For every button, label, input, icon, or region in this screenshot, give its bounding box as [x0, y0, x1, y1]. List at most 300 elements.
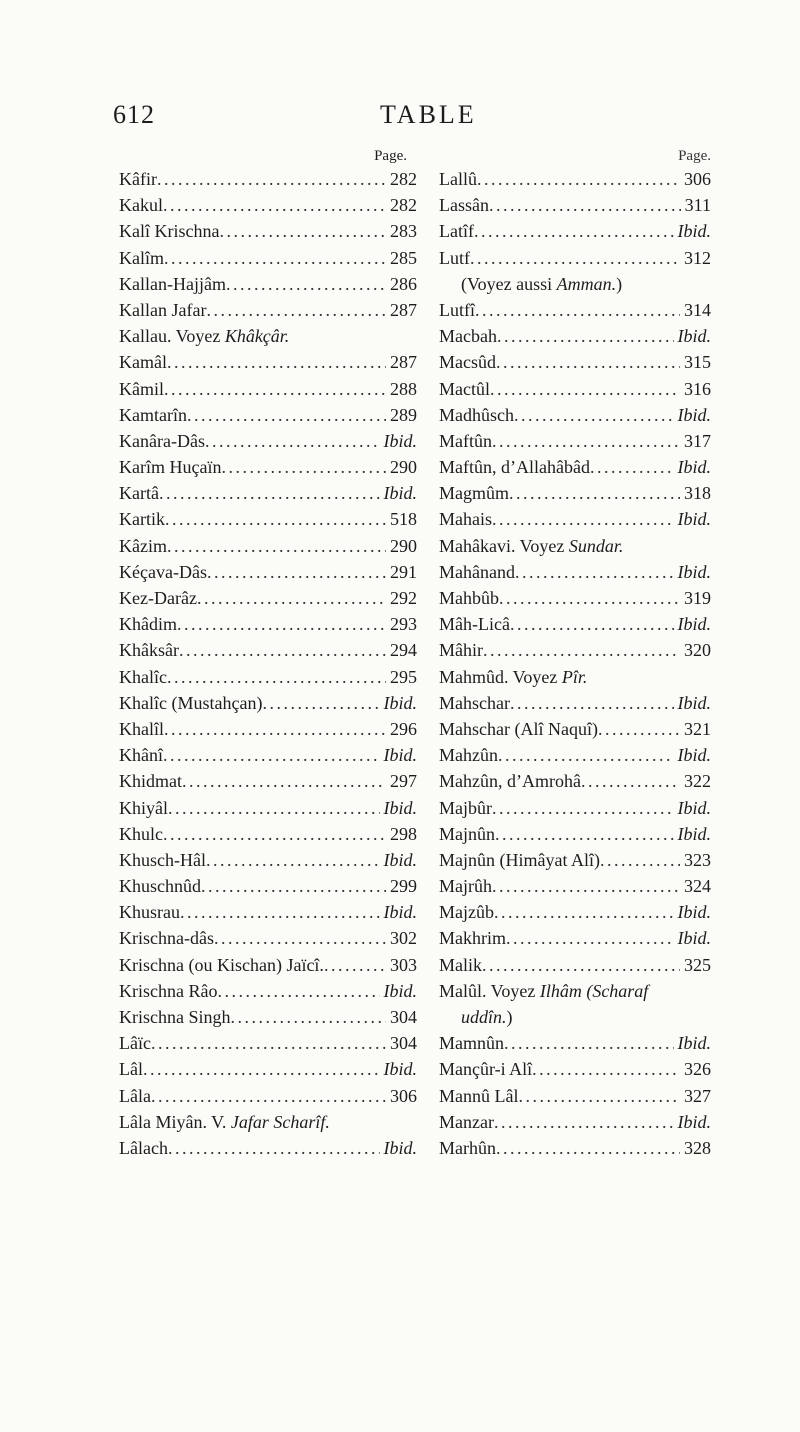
cross-reference: Sundar.: [568, 535, 624, 556]
entry-name: Mahschar: [439, 692, 510, 713]
dot-leader: [164, 376, 386, 402]
index-entry: [439, 768, 711, 794]
entry-page: Ibid.: [677, 1111, 711, 1132]
dot-leader: [214, 925, 386, 951]
entry-page: 304: [390, 1007, 417, 1027]
entry-name: Majnûn (Himâyat Alî): [439, 849, 600, 870]
index-entry: [439, 533, 711, 559]
entry-page: 323: [684, 849, 711, 870]
index-entry: [119, 1030, 417, 1056]
cross-reference: Amman.: [556, 273, 617, 294]
dot-leader: [590, 454, 674, 480]
index-entry: [119, 821, 417, 847]
dot-leader: [506, 925, 674, 951]
entry-name: Lutf: [439, 247, 470, 268]
dot-leader: [324, 952, 386, 978]
index-entry: [439, 873, 711, 899]
index-entry: [439, 1109, 711, 1135]
entry-page: 311: [684, 195, 711, 216]
index-entry: [119, 899, 417, 925]
entry-name: Khuschnûd: [119, 876, 201, 897]
entry-name: Krischna Singh: [119, 1007, 231, 1027]
entry-name: Macsûd: [439, 352, 496, 373]
index-entry: [439, 664, 711, 690]
entry-name: Kez-Darâz: [119, 588, 197, 608]
dot-leader: [496, 1135, 680, 1161]
entry-page: 319: [684, 588, 711, 608]
dot-leader: [532, 1056, 680, 1082]
index-entry: [439, 297, 711, 323]
index-entry: [439, 637, 711, 663]
entry-name: Magmûm: [439, 483, 509, 504]
entry-name: Krischna Râo: [119, 980, 218, 1001]
index-entry: [119, 323, 417, 349]
index-entry: [119, 716, 417, 742]
index-entry: [119, 690, 417, 716]
entry-name: Lâla: [119, 1085, 151, 1106]
dot-leader: [168, 1135, 380, 1161]
dot-leader: [163, 821, 386, 847]
entry-page: 306: [390, 1085, 417, 1106]
entry-name: Mannû Lâl: [439, 1085, 519, 1106]
index-entry: [439, 1004, 711, 1030]
entry-page: 320: [684, 640, 711, 661]
index-entry: [119, 533, 417, 559]
dot-leader: [510, 690, 674, 716]
dot-leader: [151, 1083, 386, 1109]
index-entry: [119, 795, 417, 821]
entry-name: Khalîl: [119, 718, 164, 739]
index-entry: [439, 480, 711, 506]
left-column: [119, 147, 417, 1161]
dot-leader: [470, 245, 680, 271]
dot-leader: [180, 899, 380, 925]
entry-page: Ibid.: [677, 1033, 711, 1054]
entry-page: Ibid.: [383, 849, 417, 870]
entry-name: Kallau. Voyez Khâkçâr.: [119, 326, 290, 347]
index-entry: [119, 978, 417, 1004]
entry-name: Mançûr-i Alî: [439, 1059, 533, 1080]
entry-page: 291: [390, 561, 417, 582]
cross-reference: Ilhâm (Scharaf: [539, 980, 649, 1001]
dot-leader: [482, 952, 680, 978]
index-entry: [439, 821, 711, 847]
entry-name: Kamâl: [119, 352, 167, 373]
index-entry: [439, 847, 711, 873]
entry-page: 287: [390, 352, 417, 373]
index-entry: [439, 742, 711, 768]
entry-name: Marhûn: [439, 1137, 496, 1158]
entry-page: Ibid.: [677, 221, 711, 242]
entry-name: Mamnûn: [439, 1033, 504, 1054]
entry-page: 314: [684, 299, 711, 320]
entry-page: 318: [684, 483, 711, 504]
entry-page: 299: [390, 876, 417, 897]
entry-page: Ibid.: [677, 614, 711, 635]
index-entry: [119, 218, 417, 244]
index-entry: [119, 742, 417, 768]
dot-leader: [163, 742, 380, 768]
entry-page: 283: [390, 221, 417, 242]
entry-name: Khusch-Hâl: [119, 849, 206, 870]
entry-page: Ibid.: [383, 430, 417, 451]
entry-name: Maftûn, d’Allahâbâd: [439, 457, 590, 478]
entry-name: Maftûn: [439, 430, 492, 451]
entry-name: Kalîm: [119, 247, 164, 268]
dot-leader: [143, 1056, 380, 1082]
dot-leader: [475, 297, 680, 323]
dot-leader: [177, 611, 386, 637]
entry-page: 316: [684, 378, 711, 399]
entry-page: 285: [390, 247, 417, 268]
dot-leader: [165, 506, 386, 532]
dot-leader: [167, 664, 386, 690]
dot-leader: [492, 873, 680, 899]
dot-leader: [207, 559, 386, 585]
dot-leader: [490, 376, 680, 402]
entry-page: 289: [390, 404, 417, 425]
page-number: 612: [113, 100, 155, 129]
entry-name: Mahbûb: [439, 588, 499, 608]
dot-leader: [489, 192, 681, 218]
right-column: [439, 147, 711, 1161]
index-entry: [439, 1135, 711, 1161]
entry-name: Kartâ: [119, 483, 159, 504]
dot-leader: [492, 506, 674, 532]
entry-page: 312: [684, 247, 711, 268]
entry-name: Mahschar (Alî Naquî): [439, 718, 598, 739]
entry-name: Lâïc: [119, 1033, 151, 1054]
index-entry: [119, 925, 417, 951]
entry-name: Majzûb: [439, 902, 494, 923]
entry-name: Kakul: [119, 195, 163, 216]
entry-page: 327: [684, 1085, 711, 1106]
entry-page: 298: [390, 823, 417, 844]
entry-page: 303: [390, 954, 417, 975]
index-entry: [119, 271, 417, 297]
entry-name: Khusrau: [119, 902, 180, 923]
dot-leader: [221, 454, 386, 480]
cross-reference: Khâkçâr.: [224, 326, 290, 347]
dot-leader: [492, 795, 674, 821]
index-entry: [119, 297, 417, 323]
entry-page: Ibid.: [677, 928, 711, 949]
entry-name: Majrûh: [439, 876, 492, 897]
entry-name: Lutfî: [439, 299, 475, 320]
entry-name: Lâla Miyân. V. Jafar Scharîf.: [119, 1111, 330, 1132]
entry-name: Majbûr: [439, 797, 492, 818]
entry-page: 302: [390, 928, 417, 949]
entry-name: Mahais: [439, 509, 492, 530]
column-label: Page.: [678, 148, 711, 164]
entry-name: Makhrim: [439, 928, 506, 949]
dot-leader: [581, 768, 680, 794]
dot-leader: [168, 795, 380, 821]
entry-page: 304: [390, 1033, 417, 1054]
index-entry: [439, 899, 711, 925]
entry-name: Khidmat: [119, 771, 182, 792]
entry-page: 296: [390, 718, 417, 739]
dot-leader: [187, 402, 386, 428]
entry-page: 290: [390, 457, 417, 478]
entry-name: Mâhir: [439, 640, 483, 661]
entry-name: Kéçava-Dâs: [119, 561, 207, 582]
index-entry: [439, 349, 711, 375]
entry-name: Khulc: [119, 823, 163, 844]
dot-leader: [217, 978, 379, 1004]
entry-name: Khalîc: [119, 666, 167, 687]
index-entry: [439, 978, 711, 1004]
entry-page: Ibid.: [677, 509, 711, 530]
index-entry: [119, 768, 417, 794]
entry-name: Kâmil: [119, 378, 164, 399]
index-entry: [119, 1083, 417, 1109]
entry-name: Lâlach: [119, 1137, 168, 1158]
entry-page: 282: [390, 195, 417, 216]
entry-name: (Voyez aussi Amman.): [461, 273, 623, 294]
entry-name: Mahzûn, d’Amrohâ: [439, 771, 581, 792]
index-entry: [439, 376, 711, 402]
entry-page: Ibid.: [677, 404, 711, 425]
entry-page: 315: [684, 352, 711, 373]
entry-page: Ibid.: [383, 692, 417, 713]
entry-name: Mactûl: [439, 378, 490, 399]
index-entry: [119, 611, 417, 637]
dot-leader: [494, 1109, 674, 1135]
index-entry: [439, 323, 711, 349]
entry-name: Mahzûn: [439, 745, 498, 766]
entry-page: 328: [684, 1137, 711, 1158]
entry-name: Kanâra-Dâs: [119, 430, 205, 451]
entry-page: 294: [390, 640, 417, 661]
index-entry: [119, 454, 417, 480]
entry-name: Lallû: [439, 169, 477, 189]
entry-page: Ibid.: [383, 1137, 417, 1158]
entry-name: Mahâkavi. Voyez Sundar.: [439, 535, 624, 556]
index-entry: [439, 1030, 711, 1056]
cross-reference: Pîr.: [561, 666, 588, 687]
index-entry: [439, 192, 711, 218]
index-entry: [439, 690, 711, 716]
index-entry: [439, 611, 711, 637]
dot-leader: [483, 637, 680, 663]
index-entry: [439, 925, 711, 951]
entry-page: Ibid.: [677, 692, 711, 713]
entry-name: Lâl: [119, 1059, 143, 1080]
entry-name: Khânî: [119, 745, 163, 766]
entry-name: Macbah: [439, 326, 497, 347]
page-title: TABLE: [380, 100, 477, 129]
dot-leader: [157, 166, 386, 192]
dot-leader: [205, 428, 380, 454]
entry-page: 518: [390, 509, 417, 530]
entry-name: Malûl. Voyez Ilhâm (Scharaf: [439, 980, 649, 1001]
index-entry: [119, 166, 417, 192]
dot-leader: [600, 847, 680, 873]
entry-name: Kamtarîn: [119, 404, 187, 425]
index-entry: [119, 480, 417, 506]
dot-leader: [509, 480, 680, 506]
entry-page: Ibid.: [677, 326, 711, 347]
entry-name: uddîn.): [461, 1007, 513, 1027]
index-entry: [439, 506, 711, 532]
index-entry: [439, 795, 711, 821]
index-entry: [439, 402, 711, 428]
index-entry: [439, 1083, 711, 1109]
index-entry: [119, 1109, 417, 1135]
entry-name: Karîm Huçaïn: [119, 457, 222, 478]
dot-leader: [226, 271, 386, 297]
dot-leader: [495, 821, 674, 847]
entry-page: 282: [390, 169, 417, 189]
dot-leader: [496, 349, 680, 375]
dot-leader: [151, 1030, 386, 1056]
index-entry: [119, 428, 417, 454]
index-entry: [439, 166, 711, 192]
entry-name: Malik: [439, 954, 482, 975]
index-entry: [439, 559, 711, 585]
dot-leader: [262, 690, 379, 716]
entry-name: Madhûsch: [439, 404, 514, 425]
index-entry: [119, 402, 417, 428]
dot-leader: [219, 218, 386, 244]
entry-name: Kâzim: [119, 535, 167, 556]
index-entry: [119, 245, 417, 271]
entry-page: Ibid.: [383, 980, 417, 1001]
index-entry: [119, 506, 417, 532]
entry-page: Ibid.: [383, 797, 417, 818]
dot-leader: [514, 402, 674, 428]
dot-leader: [201, 873, 386, 899]
entry-name: Khâksâr: [119, 640, 179, 661]
index-entry: [119, 873, 417, 899]
entry-page: Ibid.: [677, 823, 711, 844]
entry-page: 292: [390, 588, 417, 608]
entry-name: Mahânand: [439, 561, 515, 582]
page-header: [0, 100, 800, 140]
entry-name: Kartik: [119, 509, 165, 530]
dot-leader: [515, 559, 674, 585]
index-entry: [439, 218, 711, 244]
index-entry: [439, 245, 711, 271]
entry-name: Manzar: [439, 1111, 494, 1132]
entry-page: Ibid.: [677, 797, 711, 818]
entry-name: Latîf: [439, 221, 474, 242]
index-entry: [119, 637, 417, 663]
entry-name: Khalîc (Mustahçan): [119, 692, 263, 713]
entry-page: Ibid.: [677, 745, 711, 766]
index-entry: [119, 376, 417, 402]
dot-leader: [164, 245, 386, 271]
dot-leader: [206, 847, 380, 873]
index-entry: [119, 1056, 417, 1082]
entry-name: Krischna (ou Kischan) Jaïcî.: [119, 954, 324, 975]
entry-name: Mâh-Licâ: [439, 614, 510, 635]
cross-reference: Jafar Scharîf.: [230, 1111, 330, 1132]
dot-leader: [598, 716, 680, 742]
index-entry: [119, 847, 417, 873]
dot-leader: [163, 192, 386, 218]
dot-leader: [164, 716, 386, 742]
entry-page: 317: [684, 430, 711, 451]
index-entry: [119, 664, 417, 690]
entry-page: 290: [390, 535, 417, 556]
entry-page: Ibid.: [383, 483, 417, 504]
entry-page: 287: [390, 299, 417, 320]
entry-name: Krischna-dâs: [119, 928, 214, 949]
entry-page: 286: [390, 273, 417, 294]
entry-name: Kallan-Hajjâm: [119, 273, 226, 294]
entry-page: 326: [684, 1059, 711, 1080]
dot-leader: [231, 1004, 387, 1030]
dot-leader: [167, 349, 386, 375]
cross-reference: uddîn.: [461, 1007, 507, 1027]
index-entry: [119, 1004, 417, 1030]
entry-page: 321: [684, 718, 711, 739]
column-label: Page.: [374, 148, 407, 164]
dot-leader: [510, 611, 674, 637]
dot-leader: [494, 899, 674, 925]
entry-page: 322: [684, 771, 711, 792]
entry-page: Ibid.: [677, 561, 711, 582]
dot-leader: [504, 1030, 674, 1056]
dot-leader: [518, 1083, 680, 1109]
entry-page: 325: [684, 954, 711, 975]
dot-leader: [477, 166, 680, 192]
entry-page: Ibid.: [383, 1059, 417, 1080]
entry-name: Lassân: [439, 195, 489, 216]
entry-page: 295: [390, 666, 417, 687]
index-entry: [439, 271, 711, 297]
entry-page: Ibid.: [677, 457, 711, 478]
entry-page: Ibid.: [677, 902, 711, 923]
entry-name: Kalî Krischna: [119, 221, 220, 242]
entry-page: 293: [390, 614, 417, 635]
dot-leader: [498, 742, 674, 768]
entry-name: Khâdim: [119, 614, 177, 635]
index-entry: [119, 192, 417, 218]
entry-name: Majnûn: [439, 823, 495, 844]
index-entry: [119, 1135, 417, 1161]
index-entry: [439, 716, 711, 742]
entry-name: Khiyâl: [119, 797, 168, 818]
index-entry: [439, 1056, 711, 1082]
index-entry: [119, 952, 417, 978]
index-entry: [119, 349, 417, 375]
entry-name: Kallan Jafar: [119, 299, 207, 320]
dot-leader: [499, 585, 680, 611]
entry-page: Ibid.: [383, 902, 417, 923]
entry-page: 324: [684, 876, 711, 897]
dot-leader: [492, 428, 680, 454]
index-entry: [119, 585, 417, 611]
index-entry: [439, 454, 711, 480]
dot-leader: [197, 585, 386, 611]
dot-leader: [182, 768, 386, 794]
dot-leader: [167, 533, 386, 559]
dot-leader: [179, 637, 386, 663]
entry-page: 297: [390, 771, 417, 792]
entry-page: 306: [684, 169, 711, 189]
dot-leader: [206, 297, 386, 323]
index-entry: [439, 952, 711, 978]
index-entry: [439, 585, 711, 611]
index-entry: [119, 559, 417, 585]
dot-leader: [159, 480, 380, 506]
entry-page: 288: [390, 378, 417, 399]
dot-leader: [497, 323, 674, 349]
dot-leader: [474, 218, 674, 244]
